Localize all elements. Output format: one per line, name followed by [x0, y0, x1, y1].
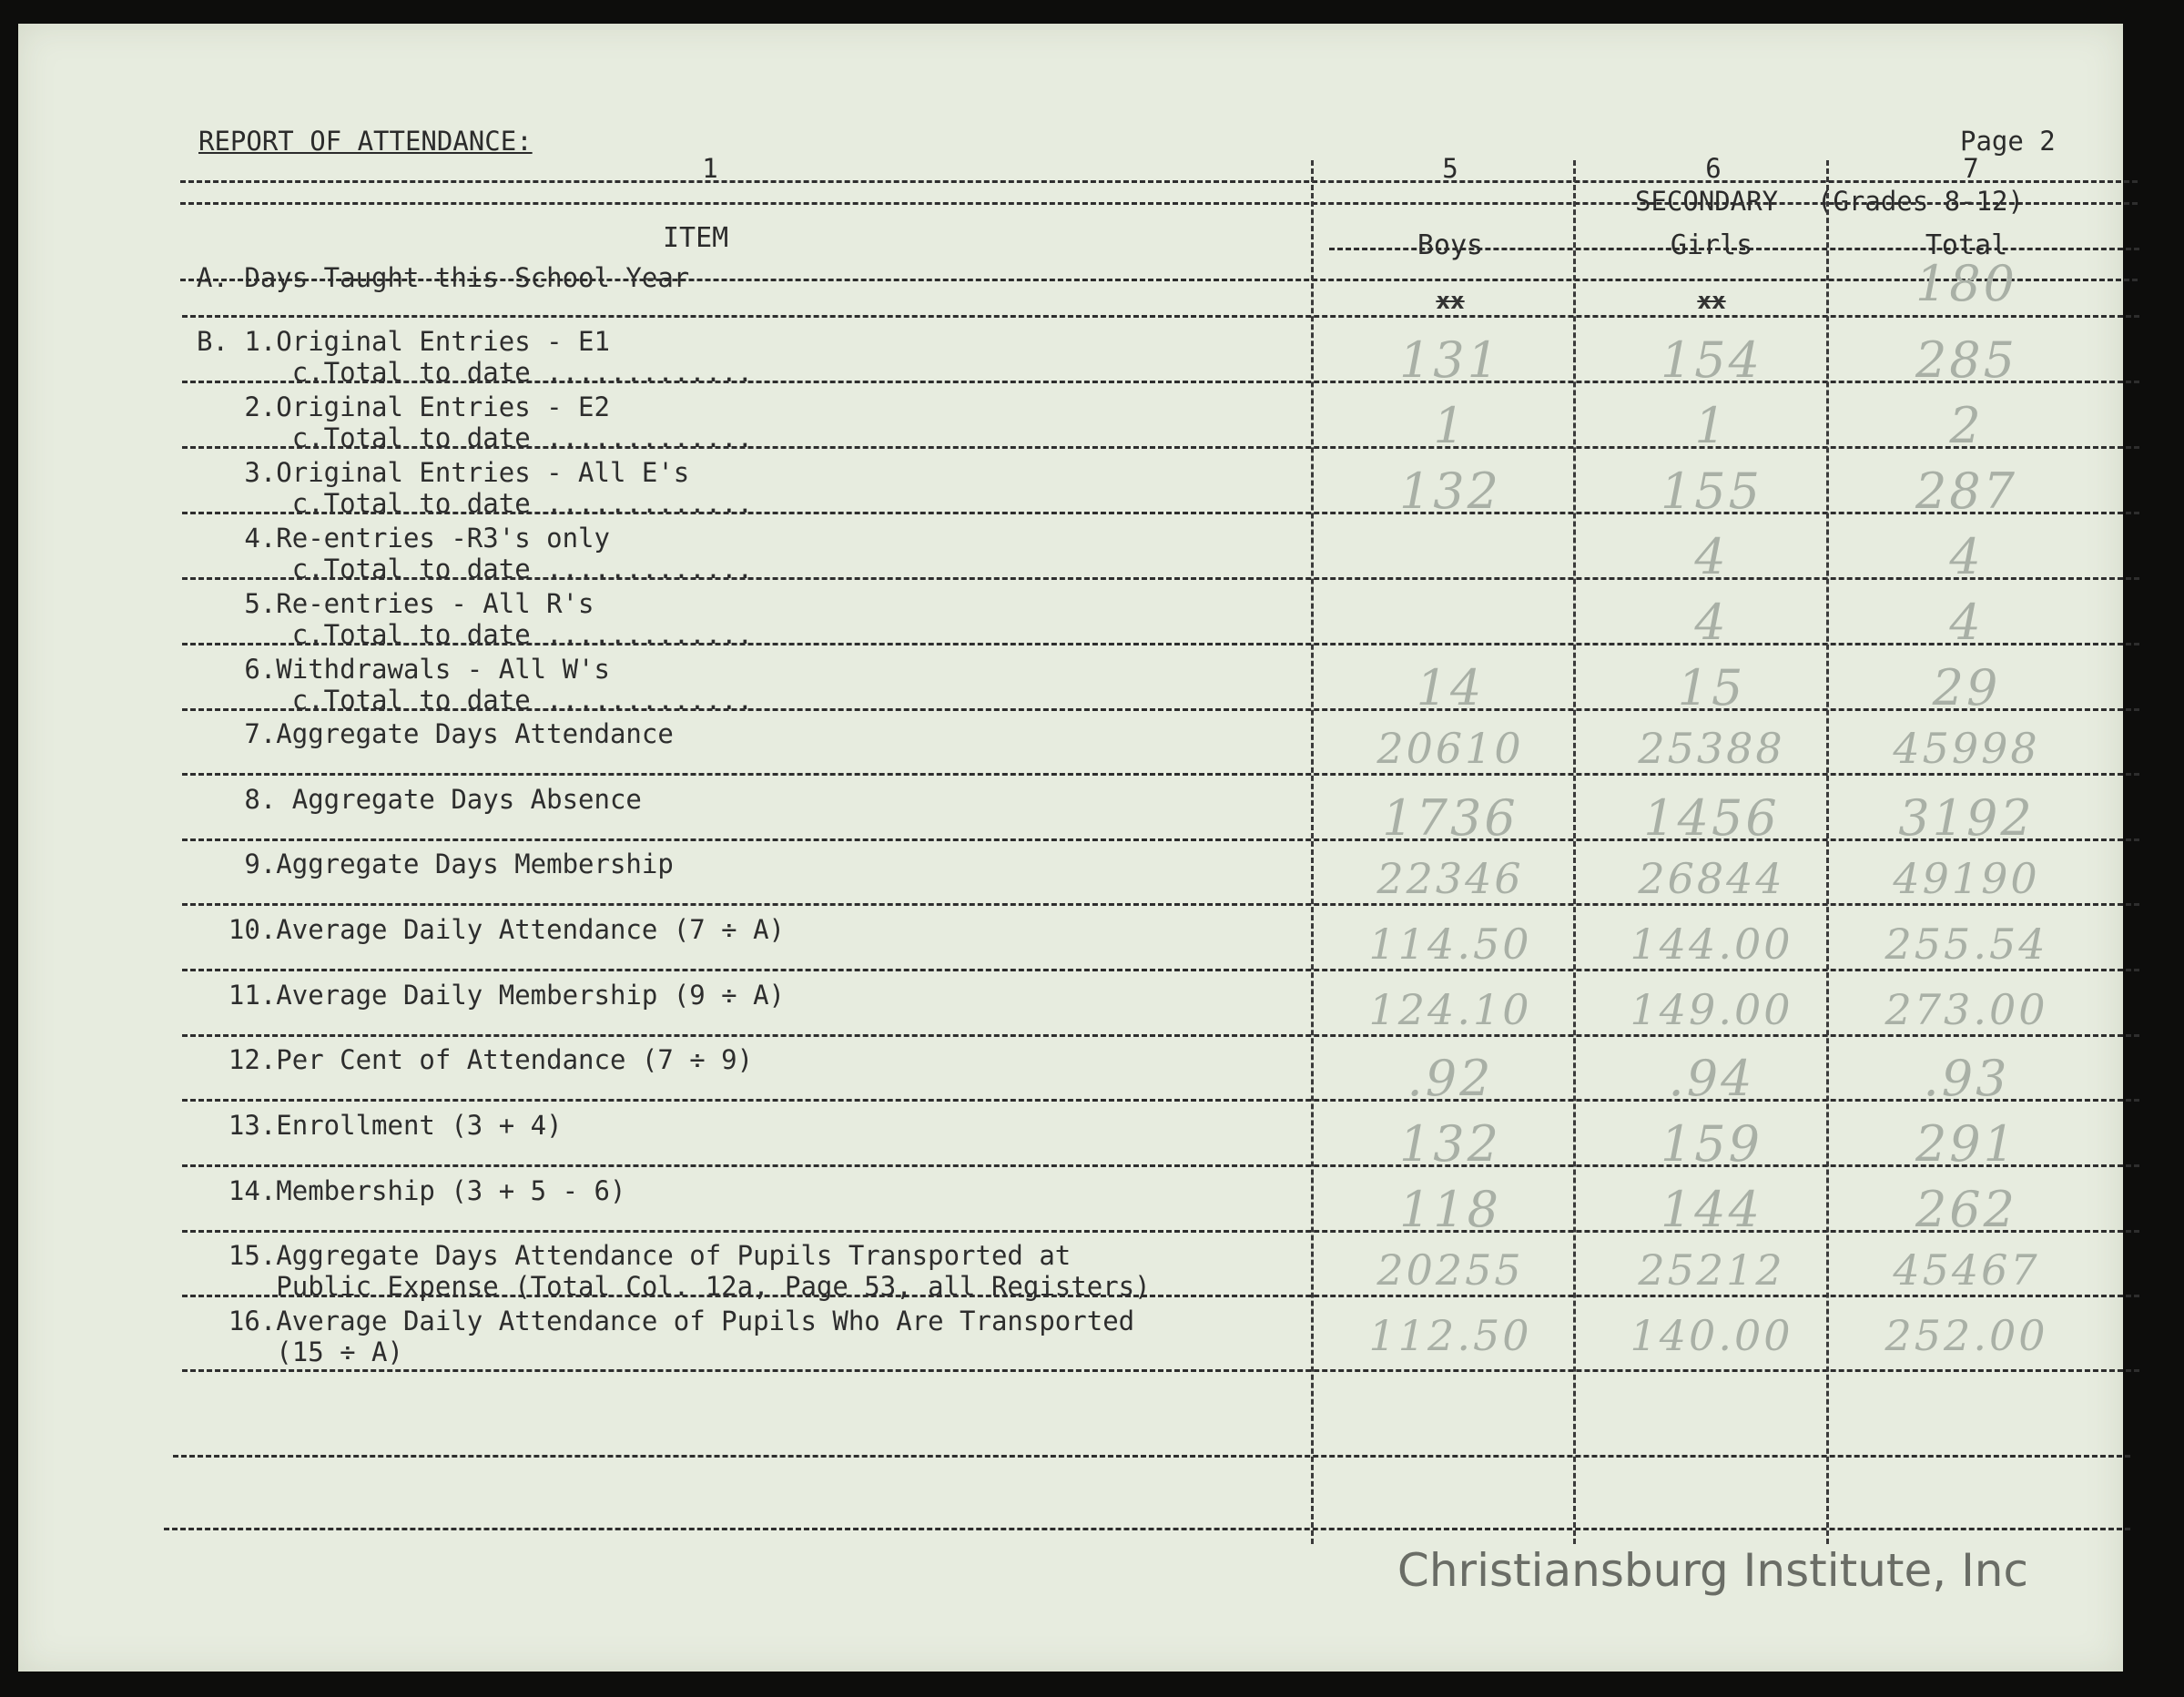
row-label: 13.Enrollment (3 + 4)	[197, 1110, 563, 1141]
handwritten-girls-value: 25212	[1638, 1245, 1785, 1295]
column-number-total: 7	[1963, 153, 1979, 184]
row-label: 10.Average Daily Attendance (7 ÷ A)	[197, 914, 786, 945]
row-label: 2.Original Entries - E2 c.Total to date .............	[244, 391, 754, 453]
handwritten-boys-value: 124.10	[1368, 985, 1532, 1034]
column-number-boys: 5	[1442, 153, 1458, 184]
struck-out-mark: xx	[1436, 288, 1465, 315]
handwritten-boys-value: .92	[1407, 1050, 1494, 1107]
handwritten-total-value: 285	[1915, 331, 2018, 389]
column-divider	[1573, 160, 1576, 1544]
handwritten-girls-value: 144.00	[1630, 920, 1793, 969]
handwritten-boys-value: 132	[1398, 462, 1502, 520]
header-rule	[173, 1455, 2130, 1458]
handwritten-total-value: 291	[1915, 1115, 2018, 1173]
report-title: REPORT OF ATTENDANCE:	[198, 126, 533, 157]
handwritten-boys-value: 22346	[1376, 854, 1524, 903]
handwritten-total-value: 180	[1915, 255, 2018, 312]
header-rule	[180, 202, 2138, 205]
item-column-header: ITEM	[663, 222, 729, 254]
handwritten-girls-value: 1456	[1643, 789, 1780, 847]
report-page	[18, 24, 2123, 1672]
row-divider	[182, 315, 2139, 318]
handwritten-girls-value: 15	[1677, 659, 1746, 716]
row-label: 4.Re-entries -R3's only c.Total to date .............	[244, 523, 754, 584]
row-divider	[182, 773, 2139, 776]
handwritten-total-value: 255.54	[1884, 920, 2048, 969]
row-label: 5.Re-entries - All R's c.Total to date .............	[244, 588, 754, 650]
handwritten-total-value: 287	[1915, 462, 2018, 520]
handwritten-boys-value: 14	[1416, 659, 1485, 716]
row-label: 9.Aggregate Days Membership	[197, 848, 674, 879]
handwritten-girls-value: 155	[1660, 462, 1763, 520]
row-label: B. 1.Original Entries - E1 c.Total to date .............	[197, 326, 754, 388]
handwritten-girls-value: 149.00	[1630, 985, 1793, 1034]
handwritten-total-value: 29	[1932, 659, 2001, 716]
column-divider	[1826, 160, 1829, 1544]
row-divider	[182, 838, 2139, 841]
row-label: 7.Aggregate Days Attendance	[197, 718, 674, 749]
row-label: 11.Average Daily Membership (9 ÷ A)	[197, 980, 786, 1011]
header-rule	[164, 1528, 2130, 1530]
handwritten-girls-value: 4	[1694, 594, 1729, 651]
watermark: Christiansburg Institute, Inc	[1397, 1544, 2028, 1597]
handwritten-total-value: 273.00	[1884, 985, 2048, 1034]
total-column-header: Total	[1925, 229, 2008, 261]
handwritten-total-value: 45998	[1893, 724, 2040, 773]
handwritten-boys-value: 20255	[1376, 1245, 1524, 1295]
row-divider	[182, 969, 2139, 971]
handwritten-girls-value: 159	[1660, 1115, 1763, 1173]
row-divider	[182, 1230, 2139, 1233]
handwritten-total-value: 49190	[1893, 854, 2040, 903]
handwritten-girls-value: 26844	[1638, 854, 1785, 903]
row-label: A. Days Taught this School Year	[197, 262, 690, 293]
handwritten-girls-value: 154	[1660, 331, 1763, 389]
handwritten-boys-value: 132	[1398, 1115, 1502, 1173]
handwritten-total-value: 4	[1949, 594, 1984, 651]
row-label: 14.Membership (3 + 5 - 6)	[197, 1175, 626, 1206]
handwritten-girls-value: 140.00	[1630, 1311, 1793, 1360]
row-divider	[182, 1164, 2139, 1167]
handwritten-boys-value: 1736	[1382, 789, 1519, 847]
handwritten-total-value: 4	[1949, 528, 1984, 585]
grades-range-label: (Grades 8-12)	[1817, 186, 2024, 217]
handwritten-total-value: 262	[1915, 1181, 2018, 1238]
handwritten-girls-value: 144	[1660, 1181, 1763, 1238]
handwritten-girls-value: .94	[1668, 1050, 1755, 1107]
row-divider	[182, 1369, 2139, 1372]
handwritten-girls-value: 4	[1694, 528, 1729, 585]
handwritten-boys-value: 20610	[1376, 724, 1524, 773]
boys-column-header: Boys	[1417, 229, 1484, 261]
struck-out-mark: xx	[1697, 288, 1726, 315]
handwritten-boys-value: 114.50	[1368, 920, 1532, 969]
row-divider	[182, 1034, 2139, 1037]
handwritten-boys-value: 131	[1398, 331, 1502, 389]
girls-column-header: Girls	[1670, 229, 1753, 261]
column-number-girls: 6	[1705, 153, 1722, 184]
row-label: 6.Withdrawals - All W's c.Total to date .............	[244, 654, 754, 716]
row-label: 12.Per Cent of Attendance (7 ÷ 9)	[197, 1044, 754, 1075]
handwritten-total-value: 3192	[1898, 789, 2035, 847]
row-label: 16.Average Daily Attendance of Pupils Who Are Transported (15 ÷ A)	[228, 1306, 1135, 1367]
column-divider	[1311, 160, 1314, 1544]
header-rule	[180, 180, 2138, 183]
column-number-item: 1	[702, 153, 718, 184]
handwritten-boys-value: 1	[1433, 397, 1468, 454]
handwritten-total-value: 252.00	[1884, 1311, 2048, 1360]
row-divider	[182, 903, 2139, 906]
header-rule	[1329, 248, 2139, 250]
handwritten-total-value: 45467	[1893, 1245, 2040, 1295]
handwritten-girls-value: 1	[1694, 397, 1729, 454]
page-number: Page 2	[1960, 126, 2056, 157]
handwritten-boys-value: 112.50	[1368, 1311, 1532, 1360]
handwritten-girls-value: 25388	[1638, 724, 1785, 773]
handwritten-boys-value: 118	[1398, 1181, 1502, 1238]
row-label: 3.Original Entries - All E's c.Total to date .............	[244, 457, 754, 519]
secondary-group-label: SECONDARY	[1635, 186, 1779, 217]
handwritten-total-value: .93	[1923, 1050, 2010, 1107]
row-divider	[182, 1099, 2139, 1102]
row-label: 8. Aggregate Days Absence	[197, 784, 642, 815]
handwritten-total-value: 2	[1949, 397, 1984, 454]
row-label: 15.Aggregate Days Attendance of Pupils Transported at Public Expense (Total Col. 12a, Page 53, all Registers)	[228, 1240, 1151, 1302]
